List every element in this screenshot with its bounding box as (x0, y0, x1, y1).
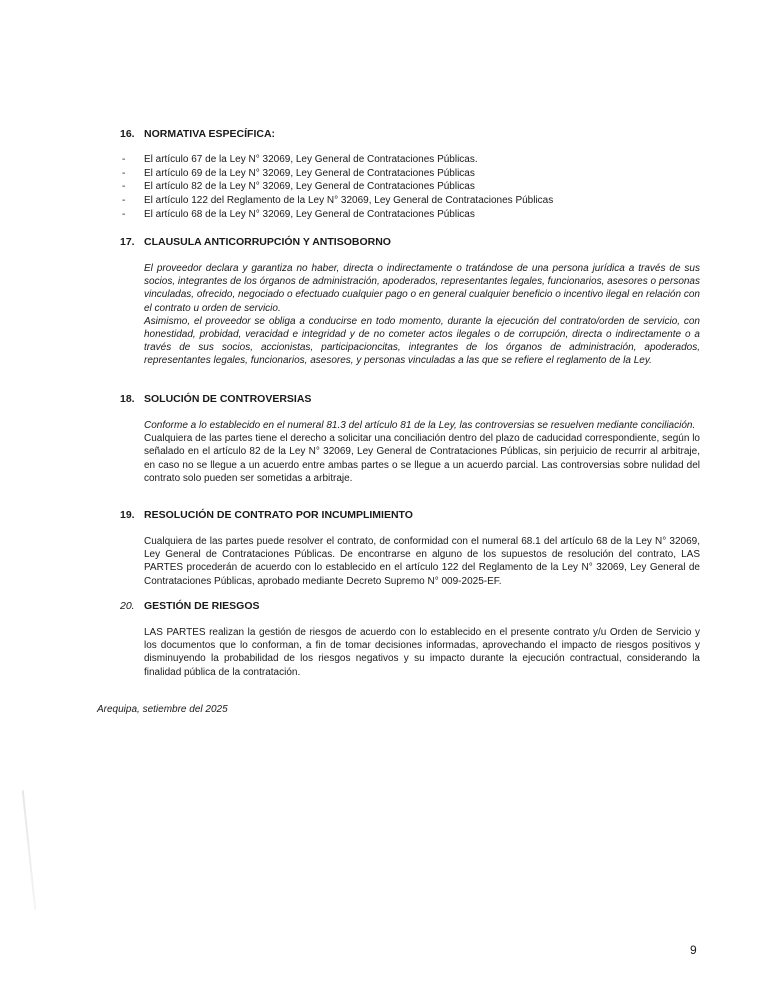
section-body (144, 419, 700, 485)
section-title: CLAUSULA ANTICORRUPCIÓN Y ANTISOBORNO (144, 236, 391, 248)
section-title: NORMATIVA ESPECÍFICA: (144, 128, 276, 140)
section-number: 17. (120, 236, 135, 248)
list-item-text: El artículo 67 de la Ley N° 32069, Ley General de Contrataciones Públicas. (144, 154, 478, 165)
section-heading (120, 392, 700, 406)
section-20 (120, 599, 700, 679)
paragraph: Cualquiera de las partes tiene el derecho a solicitar una conciliación dentro del plazo de caducidad correspondiente, según lo señalado en el artículo 82 de la Ley N° 32069, Ley General de Contrataciones Públicas, sin perjuicio de recurrir al arbitraje, en caso no se llegue a un acuerdo entre ambas partes o se llegue a un acuerdo parcial. Las controversias sobre nulidad del contrato solo pueden ser sometidas a arbitraje. (144, 433, 700, 484)
section-title: RESOLUCIÓN DE CONTRATO POR INCUMPLIMIENTO (144, 509, 413, 521)
list-item (120, 167, 700, 181)
bullet-dash: - (122, 154, 126, 165)
regulation-list (120, 153, 700, 222)
section-title: SOLUCIÓN DE CONTROVERSIAS (144, 393, 312, 405)
list-item (120, 194, 700, 208)
section-heading (120, 508, 700, 522)
paragraph: El proveedor declara y garantiza no haber, directa o indirectamente o tratándose de una persona jurídica a través de sus socios, integrantes de los órganos de administración, apoderados, representantes legales, funcionarios, asesores o personas vinculadas, ofrecido, negociado o efectuado cualquier pago o en general cualquier beneficio o incentivo ilegal en relación con el contrato u orden de servicio. (144, 263, 700, 314)
paragraph: Asimismo, el proveedor se obliga a conducirse en todo momento, durante la ejecución del contrato/orden de servicio, con honestidad, probidad, veracidad e integridad y de no cometer actos ilegales o de corrupción, directa o indirectamente o a través de sus socios, accionistas, participacioncitas, integrantes de los órganos de administración, apoderados, representantes legales, funcionarios, asesores, y personas vinculadas a las que se refiere el reglamento de la Ley. (144, 315, 700, 367)
paragraph: Conforme a lo establecido en el numeral 81.3 del artículo 81 de la Ley, las controversias se resuelven mediante conciliación. (144, 420, 696, 431)
section-number: 18. (120, 393, 135, 405)
list-item (120, 180, 700, 194)
section-number: 20. (120, 600, 135, 612)
section-18 (120, 392, 700, 485)
section-heading (120, 599, 700, 613)
scan-mark (22, 790, 37, 910)
list-item-text: El artículo 69 de la Ley N° 32069, Ley General de Contrataciones Públicas (144, 167, 475, 179)
paragraph: LAS PARTES realizan la gestión de riesgos de acuerdo con lo establecido en el presente contrato y/u Orden de Servicio y los documentos que lo conforman, a fin de tomar decisiones informadas, aprovechando el impacto de riesgos positivos y disminuyendo la probabilidad de los riesgos negativos y su impacto durante la ejecución contractual, considerando la finalidad pública de la contratación. (144, 627, 700, 678)
section-16 (120, 127, 700, 222)
list-item (120, 153, 700, 167)
section-body (144, 535, 700, 588)
section-number: 16. (120, 128, 135, 140)
section-heading (120, 127, 700, 141)
page-number: 9 (690, 943, 697, 957)
bullet-dash: - (122, 195, 126, 207)
bullet-dash: - (122, 167, 126, 179)
list-item (120, 208, 700, 222)
paragraph: Cualquiera de las partes puede resolver el contrato, de conformidad con el numeral 68.1 del artículo 68 de la Ley N° 32069, Ley General de Contrataciones Públicas. De encontrarse en alguno de los supuestos de resolución del contrato, LAS PARTES procederán de acuerdo con lo establecido en el artículo 122 del Reglamento de la Ley N° 32069, Ley General de Contrataciones Públicas, aprobado mediante Decreto Supremo N° 009-2025-EF. (144, 536, 700, 587)
section-title: GESTIÓN DE RIESGOS (144, 600, 260, 612)
list-item-text: El artículo 82 de la Ley N° 32069, Ley General de Contrataciones Públicas (144, 181, 475, 193)
section-body (144, 262, 700, 368)
section-heading (120, 235, 700, 249)
section-17 (120, 235, 700, 368)
section-body (144, 626, 700, 679)
bullet-dash: - (122, 181, 126, 193)
place-date: Arequipa, setiembre del 2025 (97, 704, 228, 715)
bullet-dash: - (122, 208, 126, 220)
list-item-text: El artículo 122 del Reglamento de la Ley N° 32069, Ley General de Contrataciones Públicas (144, 195, 554, 207)
section-number: 19. (120, 509, 135, 521)
list-item-text: El artículo 68 de la Ley N° 32069, Ley General de Contrataciones Públicas (144, 208, 475, 220)
section-19 (120, 508, 700, 588)
